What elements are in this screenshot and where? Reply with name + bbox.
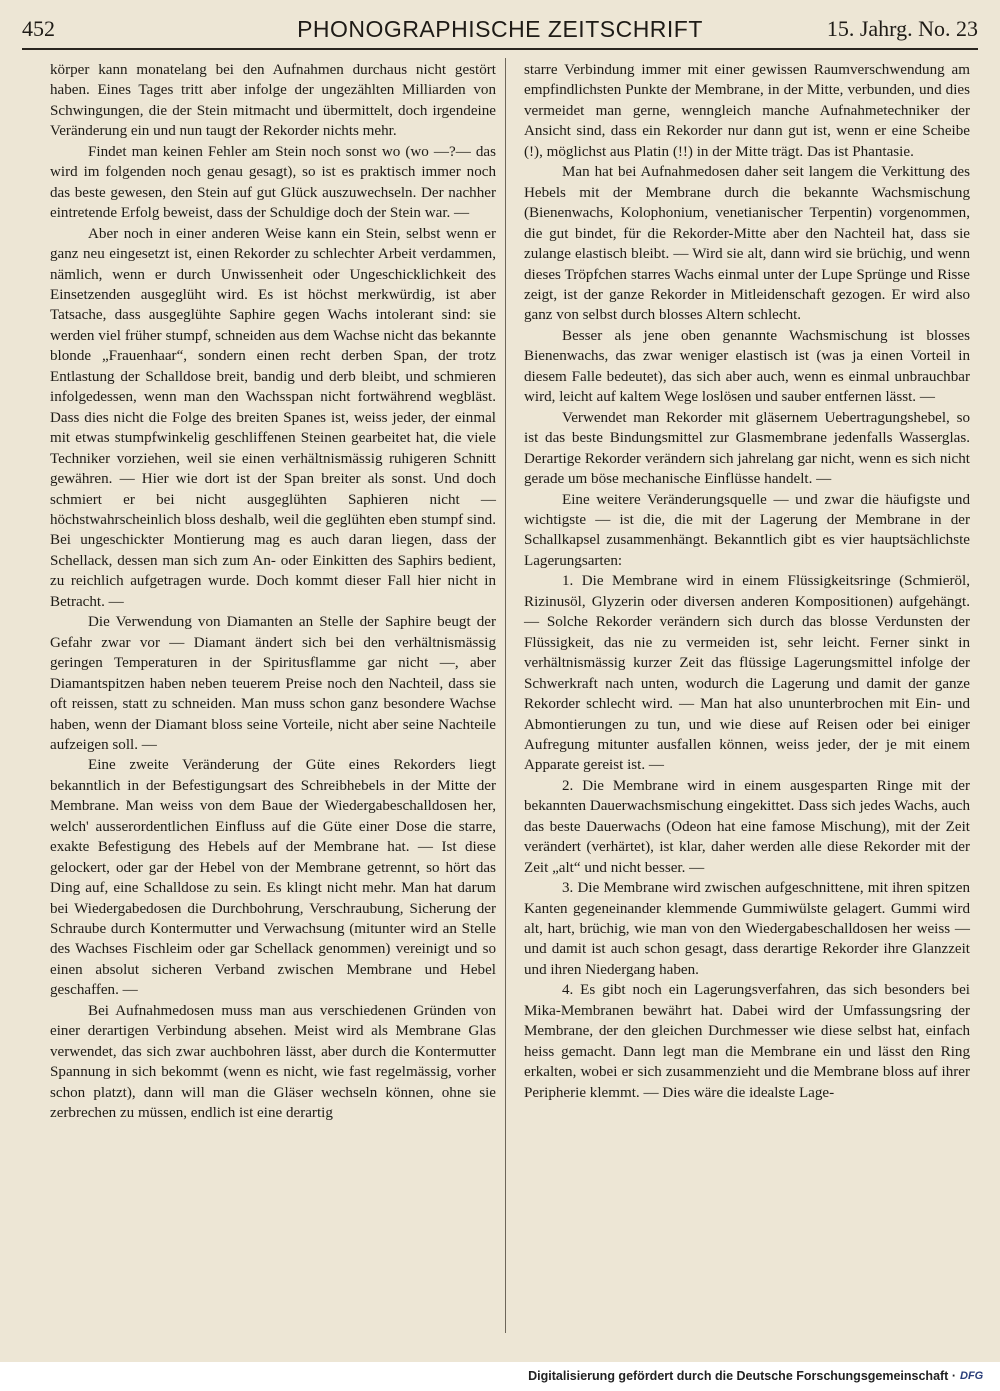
column-divider [505,58,506,1333]
journal-title: PHONOGRAPHISCHE ZEITSCHRIFT [297,16,703,42]
paragraph: Eine weitere Veränderungsquelle — und zwar die häufigste und wichtigste — ist die, die mit der Lagerung der Membrane in der Schallkapsel zusammenhängt. Bekanntlich gibt es vier hauptsächlichste Lagerungsarten: [524,491,970,569]
paragraph: körper kann monatelang bei den Aufnahmen durchaus nicht gestört haben. Eines Tages tritt aber infolge der ungezählten Milliarden von Schwingungen, die der Stein mitmacht und übermittelt, doch irgendeine Veränderung ein und nun taugt der Rekorder nichts mehr. [50,62,496,140]
paragraph: 4. Es gibt noch ein Lagerungsverfahren, das sich besonders bei Mika-Membranen bewährt hat. Dabei wird der Umfassungsring der Membrane, der den gleichen Durchmesser wie diese selbst hat, einfach heiss gemacht. Dann legt man die Membrane ein und lässt den Ring erkalten, wobei er sich zusammenzieht und die Membrane bloss auf ihrer Peripherie klemmt. — Dies wäre die idealste Lage- [524,982,970,1101]
paragraph: Die Verwendung von Diamanten an Stelle der Saphire beugt der Gefahr zwar vor — Diamant ändert sich bei den verhältnismässig geringen Temperaturen in der Spiritusflamme gar nicht —, aber Diamantspitzen haben neben teuerem Preise noch den Nachteil, dass sie oft reissen, statt zu schneiden. Man muss schon ganz besondere Wachse haben, wenn der Diamant bloss seine Vorteile, nicht aber seine Nachteile aufzeigen soll. — [50,614,496,753]
paragraph: Eine zweite Veränderung der Güte eines Rekorders liegt bekanntlich in der Befestigungsart des Schreibhebels in der Mitte der Membrane. Man weiss von dem Baue der Wiedergabeschalldosen her, welch' ausserordentlichen Einfluss auf die Güte einer Dose die starre, exakte Befestigung des Hebels auf der Membrane hat. — Ist diese gelockert, oder gar der Hebel von der Membrane getrennt, so hört das Ding auf, eine Schalldose zu sein. Es klingt nicht mehr. Man hat darum bei Wiedergabedosen die Durchbohrung, Verschraubung, Sicherung der Schraube durch Kontermutter und Verwachsung (mitunter wird an Stelle des Wachses Fischleim oder gar Schellack genommen) vereinigt und so einen absolut sicheren Verband zwischen Membrane und Hebel geschaffen. — [50,757,496,999]
paragraph: Besser als jene oben genannte Wachsmischung ist blosses Bienenwachs, das zwar weniger elastisch ist (was ja einen Vorteil in diesem Falle bedeutet), das sich aber auch, wenn es einmal unbrauchbar wird, leicht auf kaltem Wege loslösen und sauber entfernen lässt. — [524,327,970,406]
paragraph: Aber noch in einer anderen Weise kann ein Stein, selbst wenn er ganz neu eingesetzt ist, einen Rekorder zu schlechter Arbeit verdammen, nämlich, wenn er durch Unwissenheit oder Ungeschicklichkeit des Einsetzenden ausgeglüht wird. Es ist höchst merkwürdig, ist aber Tatsache, dass ausgeglühte Saphire gegen Wachs intolerant sind: sie werden viel früher stumpf, schneiden aus dem Wachse nicht das bekannte blonde „Frauenhaar“, sondern einen recht derben Span, der trotz Entlastung der Schalldose breit, bandig und derb bleibt, und schmieren infolgedessen, wenn man den Wachsspan nicht fortwährend wegbläst. Dass dies nicht die Folge des breiten Spanes ist, weiss jeder, der einmal mit etwas stumpfwinkelig geschliffenen Steinen gearbeitet hat, die viele Techniker vorziehen, weil sie einen verhältnismässig ruhigeren Schnitt gewähren. — Hier wie dort ist der Span breiter als sonst. Und doch schmiert er bei nicht ausgeglühten Saphieren nicht — höchstwahrscheinlich bloss deshalb, weil die geglühten eben stumpf sind. Bei ungeschickter Montierung mag es auch daran liegen, dass der Schellack, dessen man sich zum An- oder Einkitten des Saphirs bedient, zu reichlich aufgetragen wurde. Doch kommt dieser Fall hier nicht in Betracht. — [50,225,496,610]
paragraph: Man hat bei Aufnahmedosen daher seit langem die Verkittung des Hebels mit der Membrane durch die bekannte Wachsmischung (Bienenwachs, Kolophonium, venetianischer Terpentin) vorgenommen, die gut bindet, für die Rekorder-Mitte aber den Nachteil hat, dass sie zulange elastisch bleibt. — Wird sie alt, dann wird sie brüchig, und wenn dieses Tröpfchen starres Wachs einmal unter der Lupe Sprünge und Risse zeigt, ist der ganze Rekorder in Mitleidenschaft gezogen. Er wird also ganz von selbst durch blosses Altern schlecht. [524,164,970,324]
page-number: 452 [22,16,55,41]
paragraph: starre Verbindung immer mit einer gewissen Raumverschwendung am empfindlichsten Punkte der Membrane, in der Mitte, verbunden, und dies vermeidet man gerne, wenngleich manche Aufnahmetechniker der Ansicht sind, dass ein Rekorder nur dann gut ist, wenn er eine Scheibe (!), möglichst aus Platin (!!) in der Mitte trägt. Das ist Phantasie. [524,62,970,160]
header-rule [22,48,978,50]
digitization-footer [0,1362,1000,1391]
issue-label: 15. Jahrg. No. 23 [826,16,978,41]
paragraph: 3. Die Membrane wird zwischen aufgeschnittene, mit ihren spitzen Kanten gegeneinander klemmende Gummiwülste gelagert. Gummi wird alt, hart, brüchig, wie man von den Wiedergabeschalldosen her weiss — und damit ist auch schon gesagt, dass derartige Rekorder ihre Glanzzeit und ihren Niedergang haben. [524,880,970,978]
running-header [22,14,978,46]
paragraph: 1. Die Membrane wird in einem Flüssigkeitsringe (Schmieröl, Rizinusöl, Glyzerin oder diversen anderen Kompositionen) aufgehängt. — Solche Rekorder verändern sich durch das blosse Verdunsten der Flüssigkeit, das nie zu vermeiden ist, sehr leicht. Ferner sinkt in verhältnismässig kurzer Zeit das flüssige Lagerungsmittel infolge der Schwerkraft nach unten, wodurch die Lagerung und damit der ganze Rekorder schlecht wird. — Man hat also ununterbrochen mit Ein- und Abmontierungen zu tun, und wie diese auf Reisen oder bei einiger Aufregung mitunter ausfallen können, weiss jeder, der je mit einem Apparate gereist ist. — [524,573,970,774]
left-column [50,60,496,1124]
right-column [524,60,970,1103]
funding-note: Digitalisierung gefördert durch die Deutsche Forschungsgemeinschaft · [528,1369,956,1383]
paragraph: Findet man keinen Fehler am Stein noch sonst wo (wo —?— das wird im folgenden noch genau gesagt), so ist es praktisch immer noch das beste gewesen, den Stein auf gut Glück auszuwechseln. Der nachher eintretende Erfolg beweist, dass der Schuldige doch der Stein war. — [50,143,496,222]
paragraph: 2. Die Membrane wird in einem ausgesparten Ringe mit der bekannten Dauerwachsmischung eingekittet. Dass sich jedes Wachs, auch das beste Dauerwachs (Odeon hat eine famose Mischung), mit der Zeit verändert (verhärtet), ist klar, daher werden alle diese Rekorder mit der Zeit „alt“ und nicht besser. — [524,777,970,876]
paragraph: Bei Aufnahmedosen muss man aus verschiedenen Gründen von einer derartigen Verbindung absehen. Meist wird als Membrane Glas verwendet, das sich zwar auchbohren lässt, aber durch die Kontermutter Spannung in sich bekommt (wenn es nicht, wie fast regelmässig, vorher schon platzt), dann will man die Gläser wechseln können, ohne sie zerbrechen zu müssen, endlich ist eine derartig [50,1002,496,1122]
dfg-logo-icon: DFG [960,1370,984,1382]
paragraph: Verwendet man Rekorder mit gläsernem Uebertragungshebel, so ist das beste Bindungsmittel zur Glasmembrane jedenfalls Wasserglas. Derartige Rekorder verändern sich jahrelang gar nicht, wenn es sich nicht gerade um böse mechanische Einflüsse handelt. — [524,409,970,488]
